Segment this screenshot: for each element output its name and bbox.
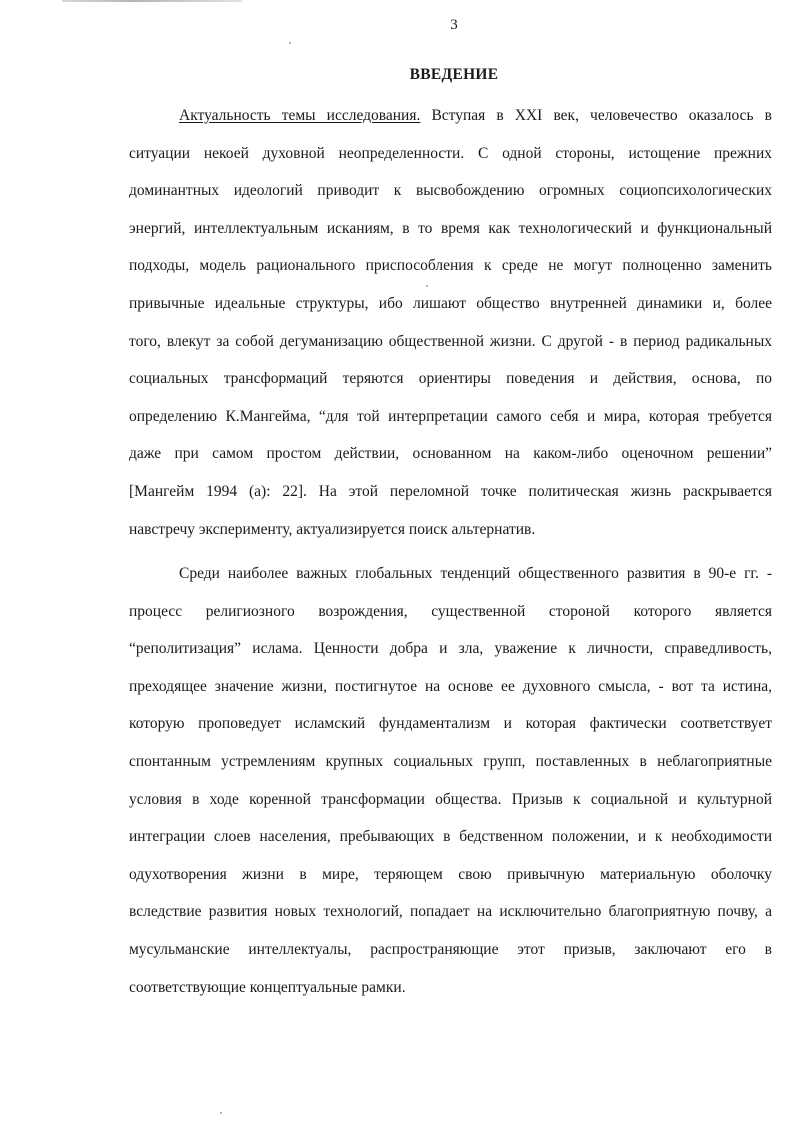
paragraph-line: “реполитизация” ислама. Ценности добра и зла, уважение к личности, справедливость, — [129, 640, 772, 658]
paragraph-line: [Мангейм 1994 (а): 22]. На этой переломной точке политическая жизнь раскрывается — [129, 482, 772, 500]
paragraph-line: привычные идеальные структуры, ибо лишают общество внутренней динамики и, более — [129, 294, 772, 312]
paragraph-global-trends — [129, 555, 772, 1006]
paragraph-line: преходящее значение жизни, постигнутое на основе ее духовного смысла, - вот та истина, — [129, 677, 772, 695]
paragraph-line: того, влекут за собой дегуманизацию общественной жизни. С другой - в период радикальных — [129, 332, 772, 350]
paragraph-line: процесс религиозного возрождения, существенной стороной которого является — [129, 602, 772, 620]
paragraph-line: соответствующие концептуальные рамки. — [129, 978, 406, 996]
paragraph-line: социальных трансформаций теряются ориентиры поведения и действия, основа, по — [129, 370, 772, 388]
paragraph-line: энергий, интеллектуальным исканиям, в то время как технологический и функциональный — [129, 219, 772, 237]
paragraph-line: подходы, модель рационального приспособления к среде не могут полноценно заменить — [129, 257, 772, 275]
scan-speck — [426, 285, 428, 287]
paragraph-line: которую проповедует исламский фундаментализм и которая фактически соответствует — [129, 715, 772, 733]
paragraph-line: интеграции слоев населения, пребывающих в бедственном положении, и к необходимости — [129, 828, 772, 846]
section-heading: ВВЕДЕНИЕ — [409, 66, 499, 83]
scan-edge-mark — [62, 0, 242, 2]
paragraph-line: доминантных идеологий приводит к высвобождению огромных социопсихологических — [129, 182, 772, 200]
paragraph-line: мусульманские интеллектуалы, распространяющие этот призыв, заключают его в — [129, 940, 772, 958]
relevance-lead: Актуальность темы исследования. — [179, 107, 421, 124]
paragraph-line: одухотворения жизни в мире, теряющем свою привычную материальную оболочку — [129, 865, 772, 883]
page-number: 3 — [450, 17, 458, 33]
paragraph-line: Среди наиболее важных глобальных тенденций общественного развития в 90-е гг. - — [179, 565, 772, 582]
paragraph-line-text: Вступая в XXI век, человечество оказалось в — [431, 107, 772, 124]
scan-speck — [289, 42, 291, 44]
paragraph-line: вследствие развития новых технологий, попадает на исключительно благоприятную почву, а — [129, 903, 772, 921]
paragraph-line: спонтанным устремлениям крупных социальных групп, поставленных в неблагоприятные — [129, 752, 772, 770]
paragraph-line: навстречу эксперименту, актуализируется поиск альтернатив. — [129, 520, 536, 538]
paragraph-line — [129, 97, 772, 135]
paragraph-line: ситуации некоей духовной неопределенности. С одной стороны, истощение прежних — [129, 144, 772, 162]
scan-speck — [220, 1112, 222, 1114]
paragraph-line: условия в ходе коренной трансформации общества. Призыв к социальной и культурной — [129, 790, 772, 808]
paragraph-line: даже при самом простом действии, основанном на каком-либо оценочном решении” — [129, 445, 772, 463]
paragraph-line: определению К.Мангейма, “для той интерпретации самого себя и мира, которая требуется — [129, 407, 772, 425]
paragraph-relevance — [129, 97, 772, 548]
